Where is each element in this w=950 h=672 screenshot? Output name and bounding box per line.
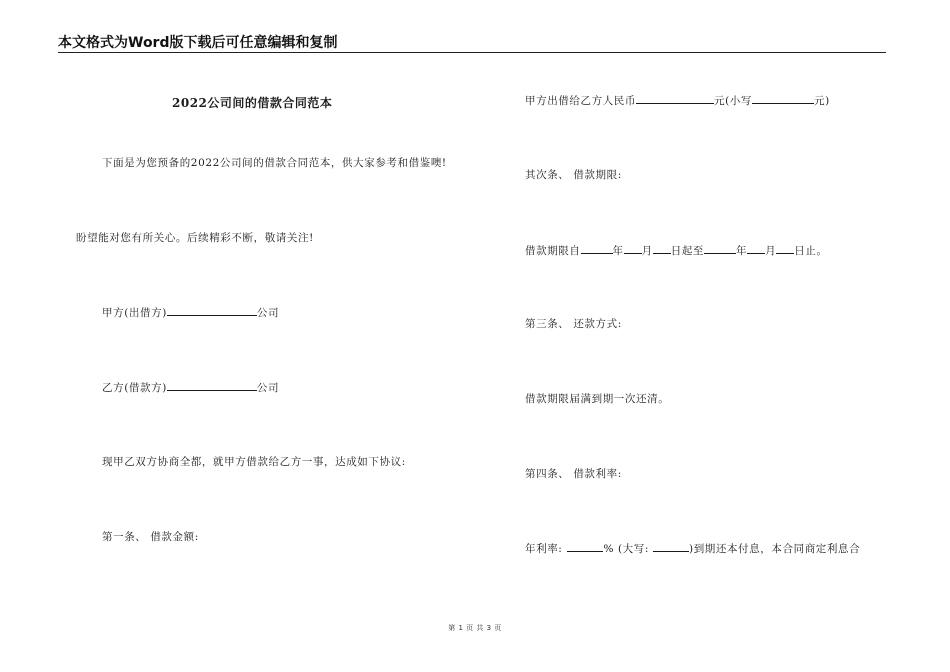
party-b-line — [102, 380, 279, 395]
rate-uppercase-blank[interactable] — [653, 541, 689, 552]
amount-suffix: 元) — [814, 95, 830, 107]
page-number: 第 1 页 共 3 页 — [448, 624, 502, 632]
header-divider — [58, 52, 886, 53]
term-start-day-blank[interactable] — [653, 243, 671, 254]
term-to-label: 日起至 — [670, 245, 705, 257]
party-b-blank[interactable] — [167, 380, 257, 391]
article-4-heading: 第四条、 借款利率: — [525, 468, 622, 480]
amount-mid: 元(小写 — [714, 95, 752, 107]
term-start-year-blank[interactable] — [581, 243, 613, 254]
party-a-label: 甲方(出借方) — [102, 307, 167, 319]
term-month-label: 月 — [641, 245, 653, 257]
rate-uppercase-label: % (大写: — [603, 543, 649, 555]
rate-label: 年利率: — [525, 543, 563, 555]
hope-paragraph: 盼望能对您有所关心。后续精彩不断，敬请关注! — [76, 232, 314, 244]
party-a-suffix: 公司 — [256, 307, 280, 319]
term-from-label: 借款期限自 — [525, 245, 581, 257]
term-end-year-blank[interactable] — [704, 243, 736, 254]
amount-blank[interactable] — [636, 93, 714, 104]
agreement-paragraph: 现甲乙双方协商全都，就甲方借款给乙方一事，达成如下协议: — [102, 456, 406, 468]
document-header: 本文格式为Word版下载后可任意编辑和复制 — [58, 35, 338, 51]
party-a-line — [102, 305, 279, 320]
term-end-label: 日止。 — [794, 245, 828, 257]
interest-rate-line — [525, 541, 860, 556]
rate-percent-blank[interactable] — [567, 541, 603, 552]
party-a-blank[interactable] — [167, 305, 257, 316]
article-2-heading: 其次条、 借款期限: — [525, 169, 622, 181]
intro-paragraph: 下面是为您预备的2022公司间的借款合同范本，供大家参考和借鉴噢! — [102, 157, 447, 169]
party-b-suffix: 公司 — [256, 382, 280, 394]
article-1-heading: 第一条、 借款金额: — [102, 531, 199, 543]
amount-prefix: 甲方出借给乙方人民币 — [525, 95, 636, 107]
term-start-month-blank[interactable] — [624, 243, 642, 254]
article-3-heading: 第三条、 还款方式: — [525, 318, 622, 330]
party-b-label: 乙方(借款方) — [102, 382, 167, 394]
term-end-day-blank[interactable] — [776, 243, 794, 254]
repayment-paragraph: 借款期限届满到期一次还清。 — [525, 393, 670, 405]
term-end-month-blank[interactable] — [747, 243, 765, 254]
amount-lowercase-blank[interactable] — [752, 93, 814, 104]
term-year2-label: 年 — [736, 245, 748, 257]
term-year-label: 年 — [612, 245, 624, 257]
amount-line — [525, 93, 830, 108]
term-line — [525, 243, 828, 258]
term-month2-label: 月 — [765, 245, 777, 257]
document-title: 2022公司间的借款合同范本 — [172, 96, 333, 110]
rate-tail: )到期还本付息，本合同商定利息合 — [689, 543, 861, 555]
